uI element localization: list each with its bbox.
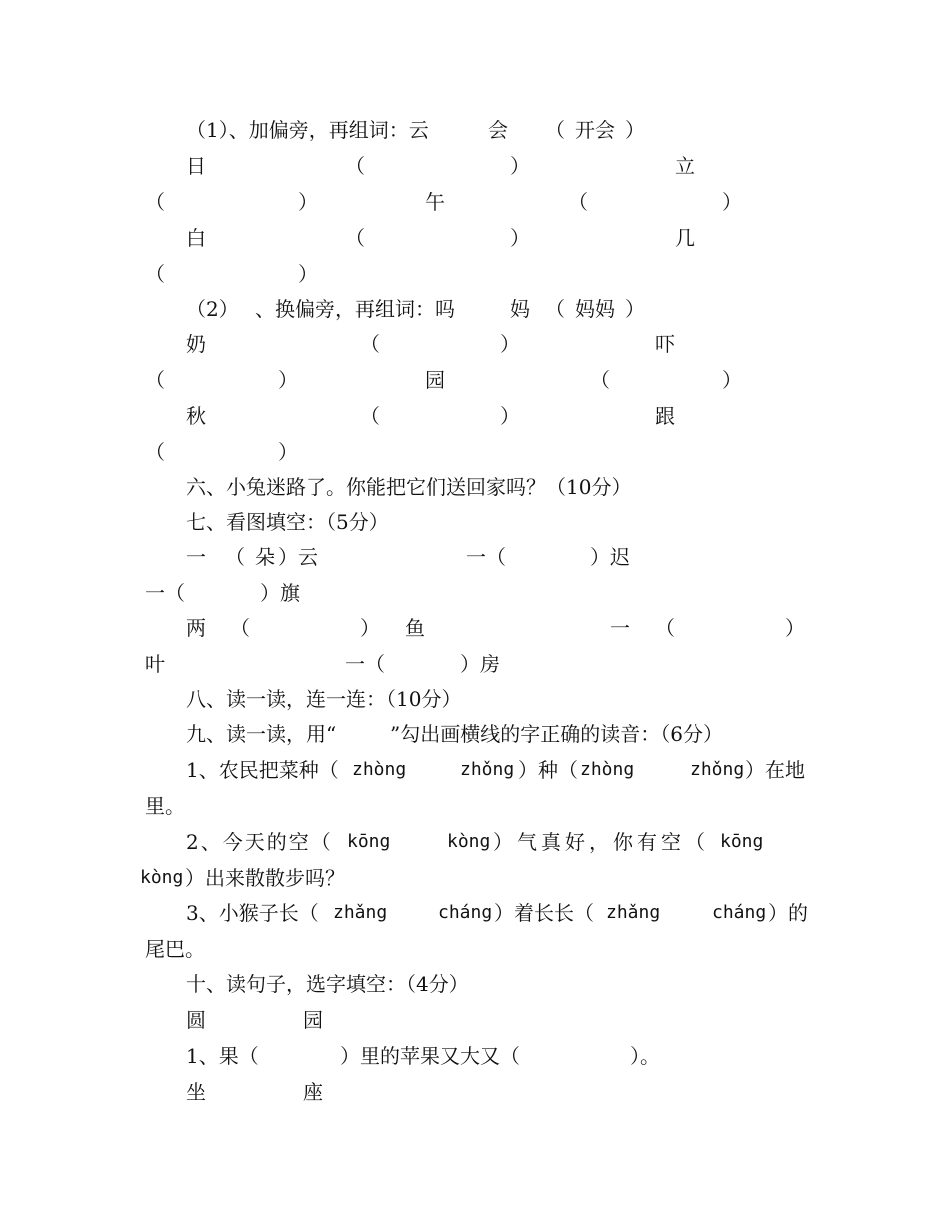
s9-title-line [0, 717, 950, 751]
s9-q1-text: 1、农民把菜种（ [186, 758, 339, 782]
blank-open: （ [360, 332, 380, 356]
blank-open: （ [345, 226, 365, 250]
s9-q3-line [0, 896, 950, 930]
s5-example2-close: ） [625, 297, 645, 321]
blank-open: （ [568, 190, 588, 214]
option-char: 园 [303, 1008, 323, 1032]
char-yu: 鱼 [405, 616, 425, 640]
option-char: 坐 [186, 1080, 206, 1104]
s10-options1 [0, 1003, 950, 1037]
filled-answer: 朵 [255, 545, 275, 569]
blank-open: （ [345, 154, 365, 178]
pinyin-option: kòng [447, 831, 491, 852]
blank-open: （ [145, 190, 165, 214]
s7-row2 [0, 576, 950, 610]
s5-row2 [0, 185, 950, 219]
s10-options2 [0, 1075, 950, 1109]
s9-q3-text: 3、小猴子长（ [186, 901, 319, 925]
blank-close: ） [360, 616, 380, 640]
option-char: 圆 [186, 1008, 206, 1032]
s5-intro2-line [0, 292, 950, 326]
blank-close: ） [510, 226, 530, 250]
s9-q2-text: 2、今天的空（ [186, 830, 333, 854]
s5-example-char: 会 [488, 118, 508, 142]
s10-title-line [0, 967, 950, 1001]
s6-title: 六、小兔迷路了。你能把它们送回家吗？（10分） [186, 475, 632, 499]
blank-close: ） [278, 440, 298, 464]
blank-close: ） [298, 262, 318, 286]
blank-open: （ [145, 262, 165, 286]
char-gen: 跟 [655, 404, 675, 428]
blank-open: 一（ [145, 581, 185, 605]
blank-close: ） [298, 190, 318, 214]
s5-example-close: ） [625, 118, 645, 142]
pinyin-option: kòng [140, 867, 184, 888]
s10-q1-text: ）里的苹果又大又（ [340, 1044, 520, 1068]
s5-example-open: （ [545, 118, 565, 142]
s8-line [0, 682, 950, 716]
s5-intro-line [0, 113, 950, 147]
blank-open: （ [590, 368, 610, 392]
pinyin-option: zhǒng [690, 759, 745, 780]
pinyin-option: zhǎng [606, 902, 661, 923]
s10-q1-line [0, 1039, 950, 1073]
blank-close: ） [722, 368, 742, 392]
s7-title: 七、看图填空：（5分） [186, 510, 389, 534]
s5-row3 [0, 221, 950, 255]
s5-intro: （1）、加偏旁，再组词：云 [186, 118, 429, 142]
blank-close: ）迟 [590, 545, 630, 569]
s9-title-b: ”勾出画横线的字正确的读音：（6分） [390, 722, 723, 746]
s9-q1-text: ）在地 [745, 758, 805, 782]
char-bai: 白 [186, 226, 206, 250]
pinyin-option: zhòng [352, 759, 407, 780]
pinyin-option: cháng [712, 902, 767, 923]
s9-q2-line [0, 825, 950, 859]
char-yi: 一 [186, 545, 206, 569]
s7-row3 [0, 611, 950, 645]
s5-intro2b: 、换偏旁，再组词：吗 [255, 297, 455, 321]
s10-q1-text: 1、果（ [186, 1044, 259, 1068]
s5-row6 [0, 363, 950, 397]
s10-title: 十、读句子，选字填空：（4分） [186, 972, 469, 996]
blank-open: 一（ [345, 652, 385, 676]
blank-open: （ [145, 368, 165, 392]
char-ye: 叶 [145, 652, 165, 676]
blank-close: ） [500, 404, 520, 428]
s9-q2-text: ）气真好，你有空（ [493, 830, 709, 854]
pinyin-option: zhǎng [333, 902, 388, 923]
s7-title-line [0, 505, 950, 539]
blank-close: ）旗 [260, 581, 300, 605]
s10-q1-text: ）。 [630, 1044, 660, 1068]
s5-row5 [0, 327, 950, 361]
pinyin-option: zhòng [580, 759, 635, 780]
char-wu: 午 [425, 190, 445, 214]
s9-q3-text: 尾巴。 [145, 937, 205, 961]
pinyin-option: kōng [347, 831, 391, 852]
blank-open: （ [145, 440, 165, 464]
option-char: 座 [303, 1080, 323, 1104]
blank-open: （ [360, 404, 380, 428]
s9-q1-line [0, 753, 950, 787]
char-li: 立 [675, 154, 695, 178]
s5-example2-word: 妈妈 [575, 297, 615, 321]
s5-example2-open: （ [545, 297, 565, 321]
s5-example2-char: 妈 [510, 297, 530, 321]
blank-open: （ [225, 545, 245, 569]
char-yi: 一 [610, 616, 630, 640]
blank-close: ） [510, 154, 530, 178]
char-nai: 奶 [186, 332, 206, 356]
blank-close: ） [500, 332, 520, 356]
char-ri: 日 [186, 154, 206, 178]
char-yuan: 园 [425, 368, 445, 392]
s6-line [0, 470, 950, 504]
s5-row4 [0, 257, 950, 291]
s9-q3-line2 [0, 932, 950, 966]
blank-close: ）云 [278, 545, 318, 569]
s5-example-word: 开会 [575, 118, 615, 142]
pinyin-option: cháng [438, 902, 493, 923]
s9-title-a: 九、读一读，用“ [186, 722, 337, 746]
blank-open: （ [230, 616, 250, 640]
s9-q1-text: ）种（ [518, 758, 578, 782]
blank-close: ） [278, 368, 298, 392]
s9-q1-text: 里。 [145, 794, 185, 818]
char-ji: 几 [675, 226, 695, 250]
pinyin-option: kōng [720, 831, 764, 852]
s9-q3-text: ）的 [768, 901, 808, 925]
blank-open: 一（ [466, 545, 506, 569]
s7-row1 [0, 540, 950, 574]
blank-open: （ [655, 616, 675, 640]
pinyin-option: zhǒng [460, 759, 515, 780]
s5-intro2: （2） [186, 297, 239, 321]
s9-q2-text: ）出来散散步吗？ [185, 866, 345, 890]
s9-q2-line2 [0, 861, 950, 895]
s5-row8 [0, 435, 950, 469]
blank-close: ）房 [460, 652, 500, 676]
s8-title: 八、读一读，连一连：（10分） [186, 687, 462, 711]
char-xia: 吓 [655, 332, 675, 356]
blank-close: ） [785, 616, 805, 640]
s9-q3-text: ）着长长（ [494, 901, 594, 925]
char-liang: 两 [186, 616, 206, 640]
s5-row1 [0, 149, 950, 183]
blank-close: ） [722, 190, 742, 214]
s5-row7 [0, 399, 950, 433]
s9-q1-line2 [0, 789, 950, 823]
s7-row4 [0, 647, 950, 681]
char-qiu: 秋 [186, 404, 206, 428]
